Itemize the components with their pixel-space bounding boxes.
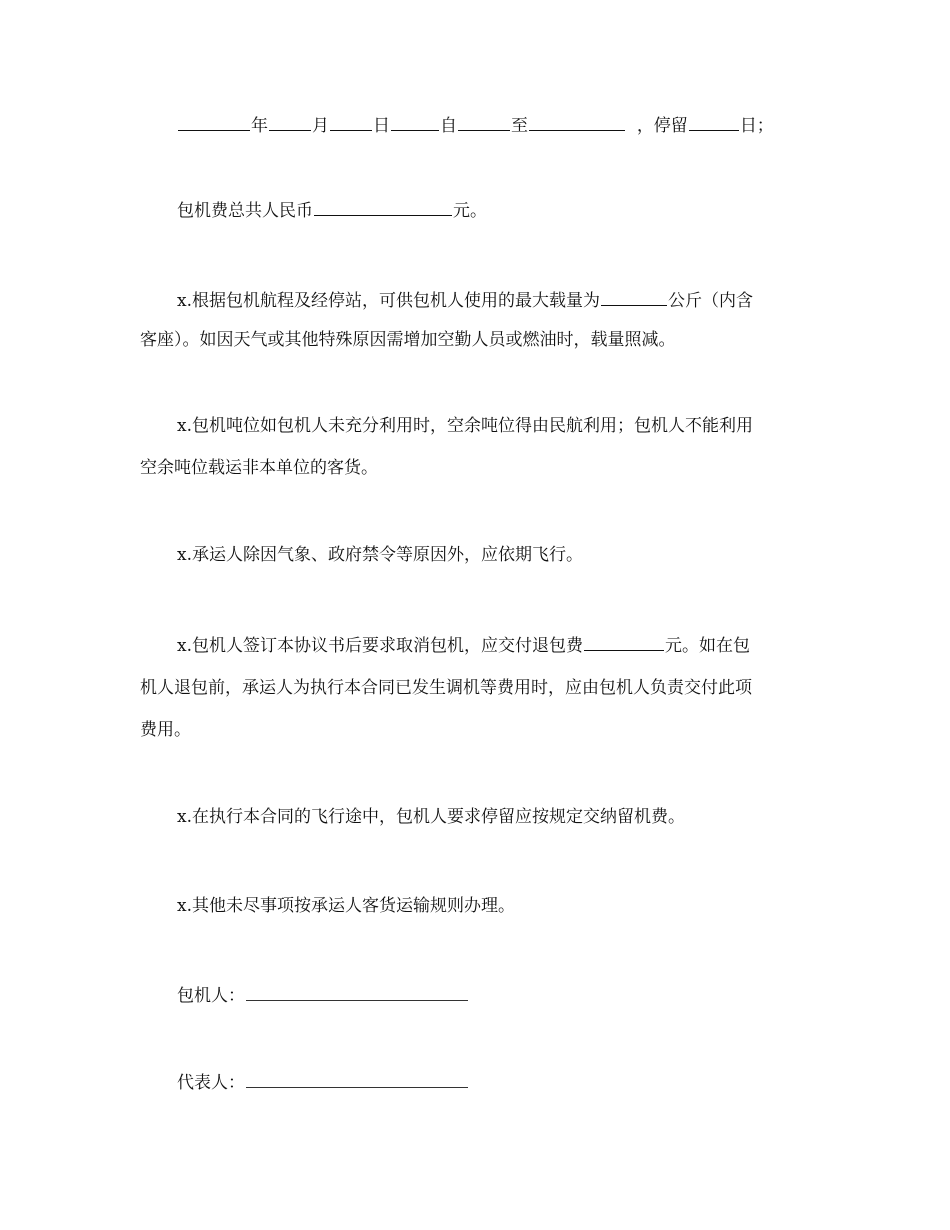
clause-load-text-2: 公斤（内含	[668, 291, 753, 311]
max-load-blank[interactable]	[601, 287, 667, 306]
clause-space-line-1	[140, 413, 849, 439]
from-label: 自	[440, 116, 457, 136]
clause-space-line-2	[140, 455, 812, 481]
clause-flight-line	[140, 542, 849, 568]
clause-space-text-2: 空余吨位载运非本单位的客货。	[140, 458, 378, 478]
clause-load-line-2	[140, 327, 812, 353]
fee-amount-blank[interactable]	[314, 197, 452, 216]
origin-blank[interactable]	[391, 112, 439, 131]
charterer-signature-line	[140, 982, 849, 1009]
day-blank[interactable]	[330, 112, 372, 131]
charter-fee-line	[140, 197, 849, 224]
clause-other-line	[140, 893, 849, 919]
to-label: 至	[511, 116, 528, 136]
month-blank[interactable]	[269, 112, 311, 131]
clause-cancel-line-1	[140, 632, 849, 659]
clause-stop-line	[140, 804, 849, 830]
clause-space-text-1: x.包机吨位如包机人未充分利用时，空余吨位得由民航利用；包机人不能利用	[177, 416, 753, 436]
month-label: 月	[312, 116, 329, 136]
clause-flight-text: x.承运人除因气象、政府禁令等原因外，应依期飞行。	[177, 545, 583, 565]
clause-load-text-1: x.根据包机航程及经停站，可供包机人使用的最大载量为	[177, 291, 600, 311]
clause-cancel-line-2	[140, 675, 812, 701]
clause-cancel-text-2: 元。如在包	[665, 636, 750, 656]
cancel-fee-blank[interactable]	[584, 632, 664, 651]
year-blank[interactable]	[178, 112, 250, 131]
flight-date-line	[140, 112, 849, 139]
destination-blank[interactable]	[458, 112, 510, 131]
stay-days-blank[interactable]	[689, 112, 739, 131]
clause-other-text: x.其他未尽事项按承运人客货运输规则办理。	[177, 896, 515, 916]
clause-load-line-1	[140, 287, 849, 314]
charterer-label: 包机人：	[177, 986, 245, 1006]
fee-suffix: 元。	[453, 201, 487, 221]
clause-cancel-line-3	[140, 717, 812, 743]
charterer-signature-blank[interactable]	[246, 982, 468, 1001]
representative-signature-blank[interactable]	[246, 1069, 468, 1088]
day-label: 日	[373, 116, 390, 136]
clause-stop-text: x.在执行本合同的飞行途中，包机人要求停留应按规定交纳留机费。	[177, 807, 685, 827]
representative-signature-line	[140, 1069, 849, 1096]
clause-load-text-3: 客座）。如因天气或其他特殊原因需增加空勤人员或燃油时，载量照减。	[140, 330, 676, 350]
clause-cancel-text-3: 机人退包前，承运人为执行本合同已发生调机等费用时，应由包机人负责交付此项	[140, 678, 752, 698]
year-label: 年	[251, 116, 268, 136]
clause-cancel-text-4: 费用。	[140, 720, 191, 740]
stay-label: ，停留	[636, 116, 688, 136]
representative-label: 代表人：	[177, 1073, 245, 1093]
clause-cancel-text-1: x.包机人签订本协议书后要求取消包机，应交付退包费	[177, 636, 583, 656]
stay-end-label: 日；	[739, 116, 774, 136]
route-blank[interactable]	[529, 112, 625, 131]
fee-prefix: 包机费总共人民币	[177, 201, 313, 221]
